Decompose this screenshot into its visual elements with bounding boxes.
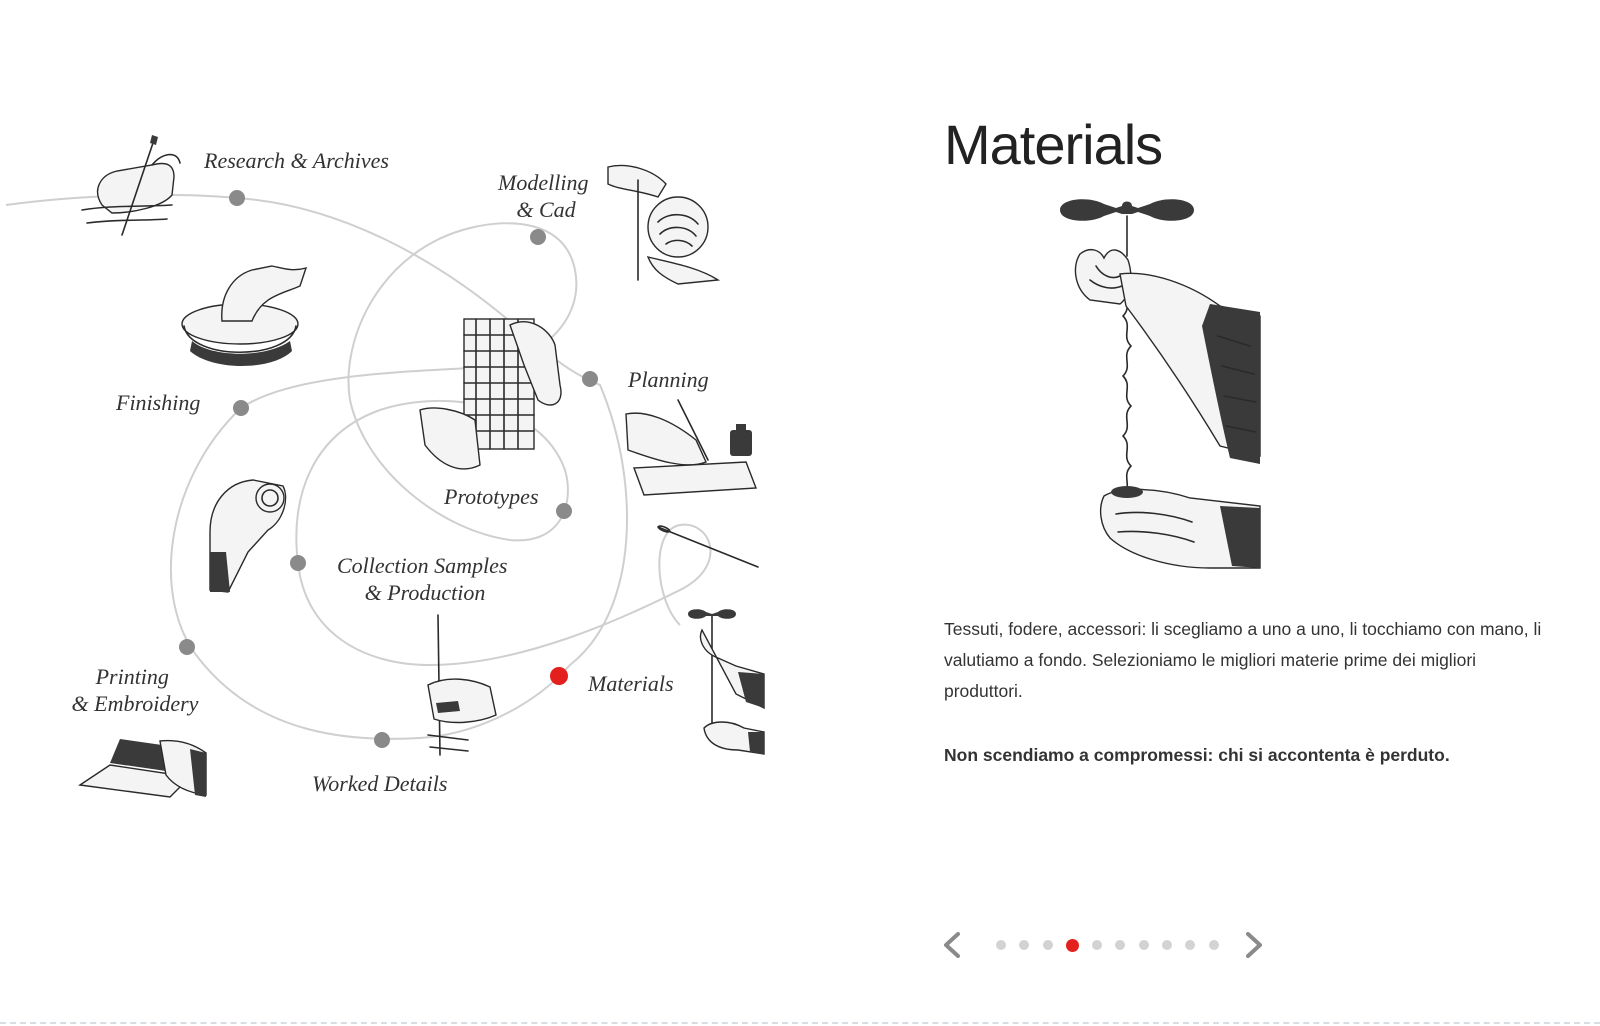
pager-dot[interactable]: [1115, 940, 1125, 950]
process-diagram: [0, 0, 860, 860]
node-worked-details[interactable]: [312, 732, 447, 796]
node-label-worked-details: Worked Details: [312, 771, 448, 796]
chevron-right-icon[interactable]: [1240, 932, 1266, 958]
collection-illustration: [210, 480, 286, 592]
node-dot-prototypes[interactable]: [556, 503, 572, 519]
node-dot-research[interactable]: [229, 190, 245, 206]
corkscrew-hands-illustration: [1060, 196, 1300, 586]
panel-emphasis-text: Non scendiamo a compromessi: chi si accontenta è perduto.: [944, 745, 1450, 765]
needle-illustration: [658, 525, 758, 567]
node-materials[interactable]: [550, 667, 674, 696]
modelling-illustration: [608, 166, 718, 284]
footer-divider: [0, 1022, 1600, 1024]
printing-illustration: [80, 739, 206, 797]
pager-dot[interactable]: [1139, 940, 1149, 950]
node-dot-worked-details[interactable]: [374, 732, 390, 748]
node-finishing[interactable]: [115, 390, 249, 416]
pager-dot[interactable]: [1066, 939, 1079, 952]
node-label-prototypes: Prototypes: [444, 484, 539, 509]
node-dot-collection[interactable]: [290, 555, 306, 571]
node-label-collection: Collection Samples & Production: [337, 553, 508, 605]
planning-illustration: [626, 400, 756, 495]
prototypes-illustration: [420, 319, 561, 469]
pager-dots: [996, 940, 1232, 952]
node-label-research: Research & Archives: [204, 148, 389, 173]
pager-dot[interactable]: [1092, 940, 1102, 950]
node-label-planning: Planning: [628, 367, 709, 392]
pager-dot[interactable]: [1043, 940, 1053, 950]
node-dot-materials[interactable]: [550, 667, 568, 685]
pager-dot[interactable]: [1019, 940, 1029, 950]
pager-dot[interactable]: [1209, 940, 1219, 950]
node-label-finishing: Finishing: [116, 390, 201, 415]
node-dot-planning[interactable]: [582, 371, 598, 387]
process-thread: [6, 195, 710, 739]
node-printing[interactable]: [72, 639, 199, 716]
materials-illustration: [688, 609, 764, 754]
pager-dot[interactable]: [996, 940, 1006, 950]
panel-title: Materials: [944, 113, 1163, 176]
finishing-illustration: [182, 266, 306, 366]
detail-panel: [944, 110, 1544, 180]
chevron-left-icon[interactable]: [940, 932, 966, 958]
slide-pager: [940, 928, 1280, 962]
node-dot-finishing[interactable]: [233, 400, 249, 416]
node-modelling[interactable]: [497, 170, 594, 245]
node-label-modelling: Modelling & Cad: [498, 170, 589, 222]
node-label-printing: Printing & Embroidery: [71, 664, 199, 716]
pager-dot[interactable]: [1185, 940, 1195, 950]
panel-body-text: Tessuti, fodere, accessori: li scegliamo a uno a uno, li tocchiamo con mano, li valutiamo a fondo. Selezioniamo le migliori materie prime dei migliori produttori.: [944, 619, 1542, 701]
node-prototypes[interactable]: [443, 484, 572, 519]
worked-details-illustration: [428, 615, 496, 755]
research-illustration: [82, 135, 180, 235]
node-collection[interactable]: [290, 553, 513, 605]
node-research[interactable]: [203, 148, 389, 206]
node-dot-printing[interactable]: [179, 639, 195, 655]
pager-dot[interactable]: [1162, 940, 1172, 950]
node-dot-modelling[interactable]: [530, 229, 546, 245]
node-label-materials: Materials: [588, 671, 674, 696]
